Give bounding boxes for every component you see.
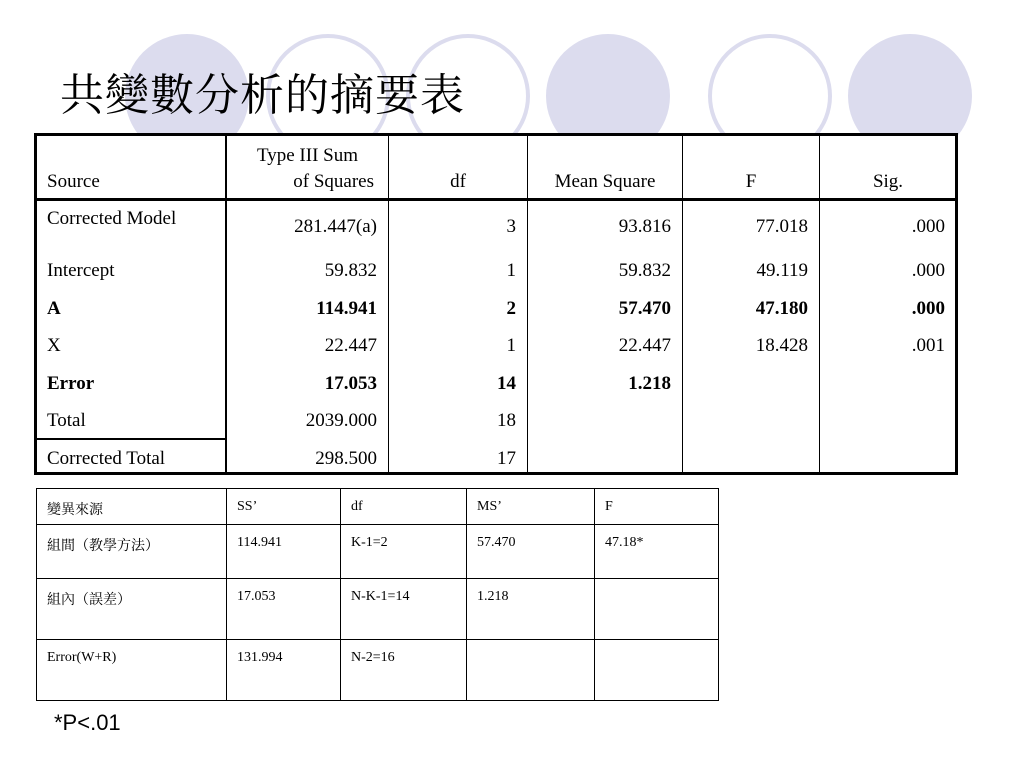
header-mean-square: Mean Square bbox=[554, 171, 656, 192]
cell-ss: 114.941 bbox=[227, 525, 341, 579]
cell-source: Error bbox=[47, 373, 95, 394]
cell-ss: 59.832 bbox=[324, 260, 377, 281]
cell-f: 47.180 bbox=[755, 298, 808, 319]
cell-f: 18.428 bbox=[755, 335, 808, 356]
cell-df: 1 bbox=[506, 335, 516, 356]
cell-sig: .000 bbox=[911, 216, 945, 237]
spss-header-row bbox=[37, 136, 955, 198]
table-row bbox=[37, 525, 719, 579]
header-source: Source bbox=[47, 171, 100, 192]
table-header-row bbox=[37, 489, 719, 525]
slide-title: 共變數分析的摘要表 bbox=[60, 70, 465, 121]
header-df: df bbox=[450, 171, 466, 192]
cell-sig: .000 bbox=[911, 298, 945, 319]
ancova-summary-table bbox=[36, 488, 719, 701]
header-df: df bbox=[341, 489, 467, 525]
cell-ms bbox=[467, 640, 595, 701]
cell-df: N-2=16 bbox=[341, 640, 467, 701]
table-row bbox=[37, 579, 719, 640]
footnote: *P<.01 bbox=[54, 710, 121, 735]
header-ss-line2: of Squares bbox=[293, 171, 374, 192]
cell-ms: 22.447 bbox=[618, 335, 671, 356]
cell-f: 77.018 bbox=[755, 216, 808, 237]
cell-ss: 17.053 bbox=[227, 579, 341, 640]
cell-ss: 2039.000 bbox=[305, 410, 377, 431]
cell-sig: .001 bbox=[911, 335, 945, 356]
header-ms: MS’ bbox=[467, 489, 595, 525]
cell-f bbox=[595, 579, 719, 640]
cell-source: 組內（誤差） bbox=[37, 579, 227, 640]
header-sig: Sig. bbox=[872, 171, 904, 192]
table-row bbox=[37, 640, 719, 701]
cell-f: 47.18* bbox=[595, 525, 719, 579]
cell-source: Corrected Total bbox=[47, 448, 166, 469]
cell-ms: 57.470 bbox=[618, 298, 671, 319]
cell-ss: 114.941 bbox=[316, 298, 377, 319]
cell-df: 3 bbox=[506, 216, 516, 237]
cell-source: Corrected Model bbox=[47, 208, 177, 229]
cell-df: K-1=2 bbox=[341, 525, 467, 579]
cell-ms: 1.218 bbox=[467, 579, 595, 640]
cell-df: 14 bbox=[497, 373, 516, 394]
cell-source: 組間（教學方法） bbox=[37, 525, 227, 579]
cell-source: Intercept bbox=[47, 260, 115, 281]
cell-source: X bbox=[47, 335, 61, 356]
cell-ss: 131.994 bbox=[227, 640, 341, 701]
cell-ms: 59.832 bbox=[618, 260, 671, 281]
header-f: F bbox=[745, 171, 757, 192]
header-f: F bbox=[595, 489, 719, 525]
cell-df: 2 bbox=[506, 298, 516, 319]
cell-f: 49.119 bbox=[756, 260, 808, 281]
cell-df: 18 bbox=[497, 410, 516, 431]
cell-source: Error(W+R) bbox=[37, 640, 227, 701]
cell-source: Total bbox=[47, 410, 86, 431]
spss-summary-table bbox=[34, 133, 958, 475]
cell-source: A bbox=[47, 298, 61, 319]
cell-ss: 281.447(a) bbox=[294, 216, 377, 237]
cell-ss: 22.447 bbox=[324, 335, 377, 356]
header-ss-line1: Type III Sum bbox=[256, 145, 359, 166]
cell-ms: 93.816 bbox=[618, 216, 671, 237]
cell-ms: 1.218 bbox=[628, 373, 671, 394]
cell-df: 1 bbox=[506, 260, 516, 281]
cell-df: 17 bbox=[497, 448, 516, 469]
cell-df: N-K-1=14 bbox=[341, 579, 467, 640]
header-ss: SS’ bbox=[227, 489, 341, 525]
cell-ss: 17.053 bbox=[324, 373, 377, 394]
cell-sig: .000 bbox=[911, 260, 945, 281]
cell-ss: 298.500 bbox=[315, 448, 377, 469]
header-source: 變異來源 bbox=[37, 489, 227, 525]
cell-ms: 57.470 bbox=[467, 525, 595, 579]
cell-f bbox=[595, 640, 719, 701]
